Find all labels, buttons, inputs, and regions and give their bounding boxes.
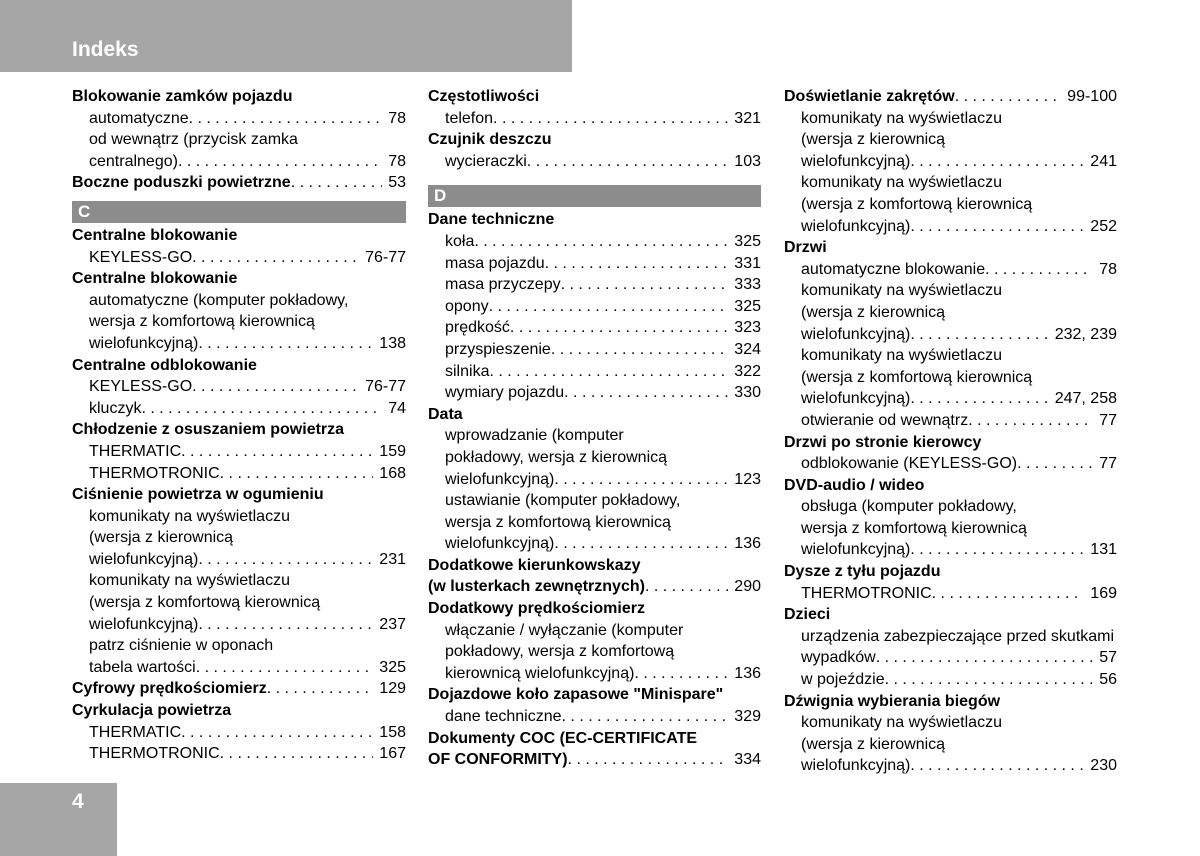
index-subline: komunikaty na wyświetlaczu bbox=[801, 347, 1002, 365]
index-subline: ustawianie (komputer pokładowy, bbox=[445, 492, 681, 510]
index-entry: wielofunkcyjną) . . . 123 bbox=[428, 469, 761, 491]
page-ref: 232, 239 bbox=[1054, 325, 1117, 343]
page-ref: 57 bbox=[1099, 649, 1117, 667]
page-ref: 77 bbox=[1099, 455, 1117, 473]
index-entry: wielofunkcyjną) . . . 230 bbox=[784, 755, 1117, 777]
index-entry: wielofunkcyjną) . . . 136 bbox=[428, 533, 761, 555]
index-entry: tabela wartości . . . 325 bbox=[72, 657, 406, 679]
index-heading: Blokowanie zamków pojazdu bbox=[72, 88, 293, 105]
index-heading: Dysze z tyłu pojazdu bbox=[784, 563, 941, 581]
page-ref: 324 bbox=[734, 340, 761, 358]
section-letter-d: D bbox=[428, 185, 761, 207]
index-entry: dane techniczne . . . 329 bbox=[428, 706, 761, 728]
page-ref: 129 bbox=[379, 680, 406, 698]
index-heading: Drzwi bbox=[784, 239, 827, 257]
index-subline: (wersja z komfortową kierownicą bbox=[89, 594, 321, 612]
page-ref: 158 bbox=[379, 723, 406, 741]
index-subline: pokładowy, wersja z komfortową bbox=[445, 643, 675, 661]
index-entry: Boczne poduszki powietrzne . . . 53 bbox=[72, 172, 406, 194]
page-ref: 159 bbox=[379, 442, 406, 460]
page-ref: 76-77 bbox=[365, 248, 406, 266]
index-entry: telefon . . . 321 bbox=[428, 108, 761, 130]
index-entry: kluczyk . . . 74 bbox=[72, 398, 406, 420]
index-entry: KEYLESS-GO . . . 76-77 bbox=[72, 247, 406, 269]
page-ref: 329 bbox=[734, 708, 761, 726]
page-ref: 241 bbox=[1090, 152, 1117, 170]
index-heading: Dzieci bbox=[784, 606, 831, 624]
index-heading: Częstotliwości bbox=[428, 88, 540, 105]
page-ref: 247, 258 bbox=[1054, 390, 1117, 408]
page-ref: 53 bbox=[388, 174, 406, 192]
index-heading: Dodatkowe kierunkowskazy bbox=[428, 556, 641, 574]
index-entry: automatyczne blokowanie . . . 78 bbox=[784, 259, 1117, 281]
page-ref: 231 bbox=[379, 550, 406, 568]
index-subline: patrz ciśnienie w oponach bbox=[89, 637, 274, 655]
page-ref: 252 bbox=[1090, 217, 1117, 235]
index-subline: wersja z komfortową kierownicą bbox=[445, 513, 671, 531]
page-ref: 78 bbox=[1099, 260, 1117, 278]
page-ref: 78 bbox=[388, 152, 406, 170]
page-ref: 99-100 bbox=[1067, 88, 1117, 105]
index-entry: THERMATIC . . . 158 bbox=[72, 722, 406, 744]
section-letter-c: C bbox=[72, 201, 406, 223]
page-ref: 334 bbox=[734, 751, 761, 769]
page-number: 4 bbox=[72, 790, 84, 813]
index-entry: wielofunkcyjną) . . . 252 bbox=[784, 216, 1117, 238]
page-ref: 168 bbox=[379, 464, 406, 482]
index-entry: THERMOTRONIC . . . 167 bbox=[72, 743, 406, 765]
page-ref: 325 bbox=[734, 232, 761, 250]
index-heading: Centralne blokowanie bbox=[72, 226, 238, 244]
index-subline: (wersja z kierownicą bbox=[801, 735, 946, 753]
index-entry: przyspieszenie . . . 324 bbox=[428, 339, 761, 361]
page-ref: 103 bbox=[734, 152, 761, 170]
index-entry: wielofunkcyjną) . . . 131 bbox=[784, 539, 1117, 561]
page-ref: 131 bbox=[1090, 541, 1117, 559]
index-entry: wielofunkcyjną) . . . 138 bbox=[72, 333, 406, 355]
page-ref: 169 bbox=[1090, 584, 1117, 602]
index-entry: THERMOTRONIC . . . 169 bbox=[784, 583, 1117, 605]
index-subline: urządzenia zabezpieczające przed skutkami bbox=[801, 627, 1115, 645]
index-subline: (wersja z komfortową kierownicą bbox=[801, 195, 1033, 213]
index-entry: odblokowanie (KEYLESS-GO) . . . 77 bbox=[784, 453, 1117, 475]
page-title: Indeks bbox=[72, 38, 139, 61]
index-entry: wymiary pojazdu . . . 330 bbox=[428, 382, 761, 404]
index-heading: Dane techniczne bbox=[428, 211, 555, 229]
page-ref: 74 bbox=[388, 399, 406, 417]
index-subline: komunikaty na wyświetlaczu bbox=[89, 572, 290, 590]
index-heading: Drzwi po stronie kierowcy bbox=[784, 433, 982, 451]
page-number-box bbox=[0, 783, 117, 856]
page-ref: 237 bbox=[379, 615, 406, 633]
index-entry: w pojeździe . . . 56 bbox=[784, 669, 1117, 691]
index-subline: włączanie / wyłączanie (komputer bbox=[445, 621, 684, 639]
index-entry: wielofunkcyjną) . . . 241 bbox=[784, 151, 1117, 173]
page-ref: 323 bbox=[734, 319, 761, 337]
index-entry: prędkość . . . 323 bbox=[428, 317, 761, 339]
index-heading: Dokumenty COC (EC-CERTIFICATE bbox=[428, 729, 698, 747]
page-ref: 330 bbox=[734, 384, 761, 402]
index-entry: Cyfrowy prędkościomierz . . . 129 bbox=[72, 678, 406, 700]
index-column-2 bbox=[428, 86, 761, 771]
index-heading: Data bbox=[428, 405, 463, 423]
index-subline: (wersja z kierownicą bbox=[89, 529, 234, 547]
index-heading: Dodatkowy prędkościomierz bbox=[428, 600, 645, 618]
page-ref: 230 bbox=[1090, 757, 1117, 775]
page-ref: 333 bbox=[734, 276, 761, 294]
index-entry: wielofunkcyjną) . . . 247, 258 bbox=[784, 388, 1117, 410]
page-ref: 167 bbox=[379, 745, 406, 763]
index-subline: pokładowy, wersja z kierownicą bbox=[445, 448, 668, 466]
page-ref: 123 bbox=[734, 470, 761, 488]
index-entry: wielofunkcyjną) . . . 237 bbox=[72, 614, 406, 636]
index-subline: (wersja z kierownicą bbox=[801, 131, 946, 149]
index-subline: (wersja z komfortową kierownicą bbox=[801, 368, 1033, 386]
page-ref: 138 bbox=[379, 334, 406, 352]
index-subline: komunikaty na wyświetlaczu bbox=[801, 109, 1002, 127]
page-ref: 325 bbox=[734, 297, 761, 315]
index-entry: masa przyczepy . . . 333 bbox=[428, 274, 761, 296]
page-ref: 290 bbox=[734, 578, 761, 596]
index-heading: DVD-audio / wideo bbox=[784, 476, 925, 494]
page-ref: 136 bbox=[734, 664, 761, 682]
index-subline: komunikaty na wyświetlaczu bbox=[801, 282, 1002, 300]
index-entry: wypadków . . . 57 bbox=[784, 647, 1117, 669]
index-subline: wersja z komfortową kierownicą bbox=[801, 519, 1027, 537]
index-heading: Dźwignia wybierania biegów bbox=[784, 692, 1001, 710]
index-subline: od wewnątrz (przycisk zamka bbox=[89, 131, 298, 149]
index-heading: Dojazdowe koło zapasowe "Minispare" bbox=[428, 686, 724, 704]
index-entry: (w lusterkach zewnętrznych) . . . 290 bbox=[428, 576, 761, 598]
index-entry: centralnego) . . . 78 bbox=[72, 151, 406, 173]
page-ref: 136 bbox=[734, 535, 761, 553]
index-heading: Czujnik deszczu bbox=[428, 131, 552, 149]
index-subline: wersja z komfortową kierownicą bbox=[89, 313, 315, 331]
index-entry: wielofunkcyjną) . . . 231 bbox=[72, 549, 406, 571]
index-heading: Centralne odblokowanie bbox=[72, 356, 257, 374]
index-entry: koła . . . 325 bbox=[428, 231, 761, 253]
page-ref: 321 bbox=[734, 109, 761, 127]
index-entry: silnika . . . 322 bbox=[428, 361, 761, 383]
index-entry: otwieranie od wewnątrz . . . 77 bbox=[784, 410, 1117, 432]
page-ref: 322 bbox=[734, 362, 761, 380]
index-entry: wycieraczki . . . 103 bbox=[428, 151, 761, 173]
index-subline: wprowadzanie (komputer bbox=[445, 427, 624, 445]
index-heading: Centralne blokowanie bbox=[72, 270, 238, 288]
index-column-3 bbox=[784, 86, 1117, 777]
index-entry: masa pojazdu . . . 331 bbox=[428, 253, 761, 275]
page-ref: 77 bbox=[1099, 411, 1117, 429]
page-ref: 76-77 bbox=[365, 378, 406, 396]
index-entry: THERMATIC . . . 159 bbox=[72, 441, 406, 463]
index-entry: KEYLESS-GO . . . 76-77 bbox=[72, 376, 406, 398]
index-subline: komunikaty na wyświetlaczu bbox=[801, 174, 1002, 192]
index-heading: Chłodzenie z osuszaniem powietrza bbox=[72, 421, 345, 439]
page-ref: 56 bbox=[1099, 671, 1117, 689]
index-subline: komunikaty na wyświetlaczu bbox=[801, 714, 1002, 732]
page-ref: 331 bbox=[734, 254, 761, 272]
index-entry: OF CONFORMITY) . . . 334 bbox=[428, 749, 761, 771]
index-column-1 bbox=[72, 86, 406, 765]
page-ref: 325 bbox=[379, 658, 406, 676]
index-heading: Ciśnienie powietrza w ogumieniu bbox=[72, 486, 324, 504]
index-subline: komunikaty na wyświetlaczu bbox=[89, 507, 290, 525]
index-entry: Doświetlanie zakrętów . . . 99-100 bbox=[784, 86, 1117, 108]
index-heading: Cyrkulacja powietrza bbox=[72, 702, 232, 720]
index-subline: automatyczne (komputer pokładowy, bbox=[89, 291, 349, 309]
index-entry: automatyczne . . . 78 bbox=[72, 108, 406, 130]
index-entry: wielofunkcyjną) . . . 232, 239 bbox=[784, 324, 1117, 346]
index-entry: kierownicą wielofunkcyjną) . . . 136 bbox=[428, 663, 761, 685]
index-entry: opony . . . 325 bbox=[428, 296, 761, 318]
page-ref: 78 bbox=[388, 109, 406, 127]
index-entry: THERMOTRONIC . . . 168 bbox=[72, 463, 406, 485]
index-subline: (wersja z kierownicą bbox=[801, 303, 946, 321]
index-subline: obsługa (komputer pokładowy, bbox=[801, 498, 1017, 516]
